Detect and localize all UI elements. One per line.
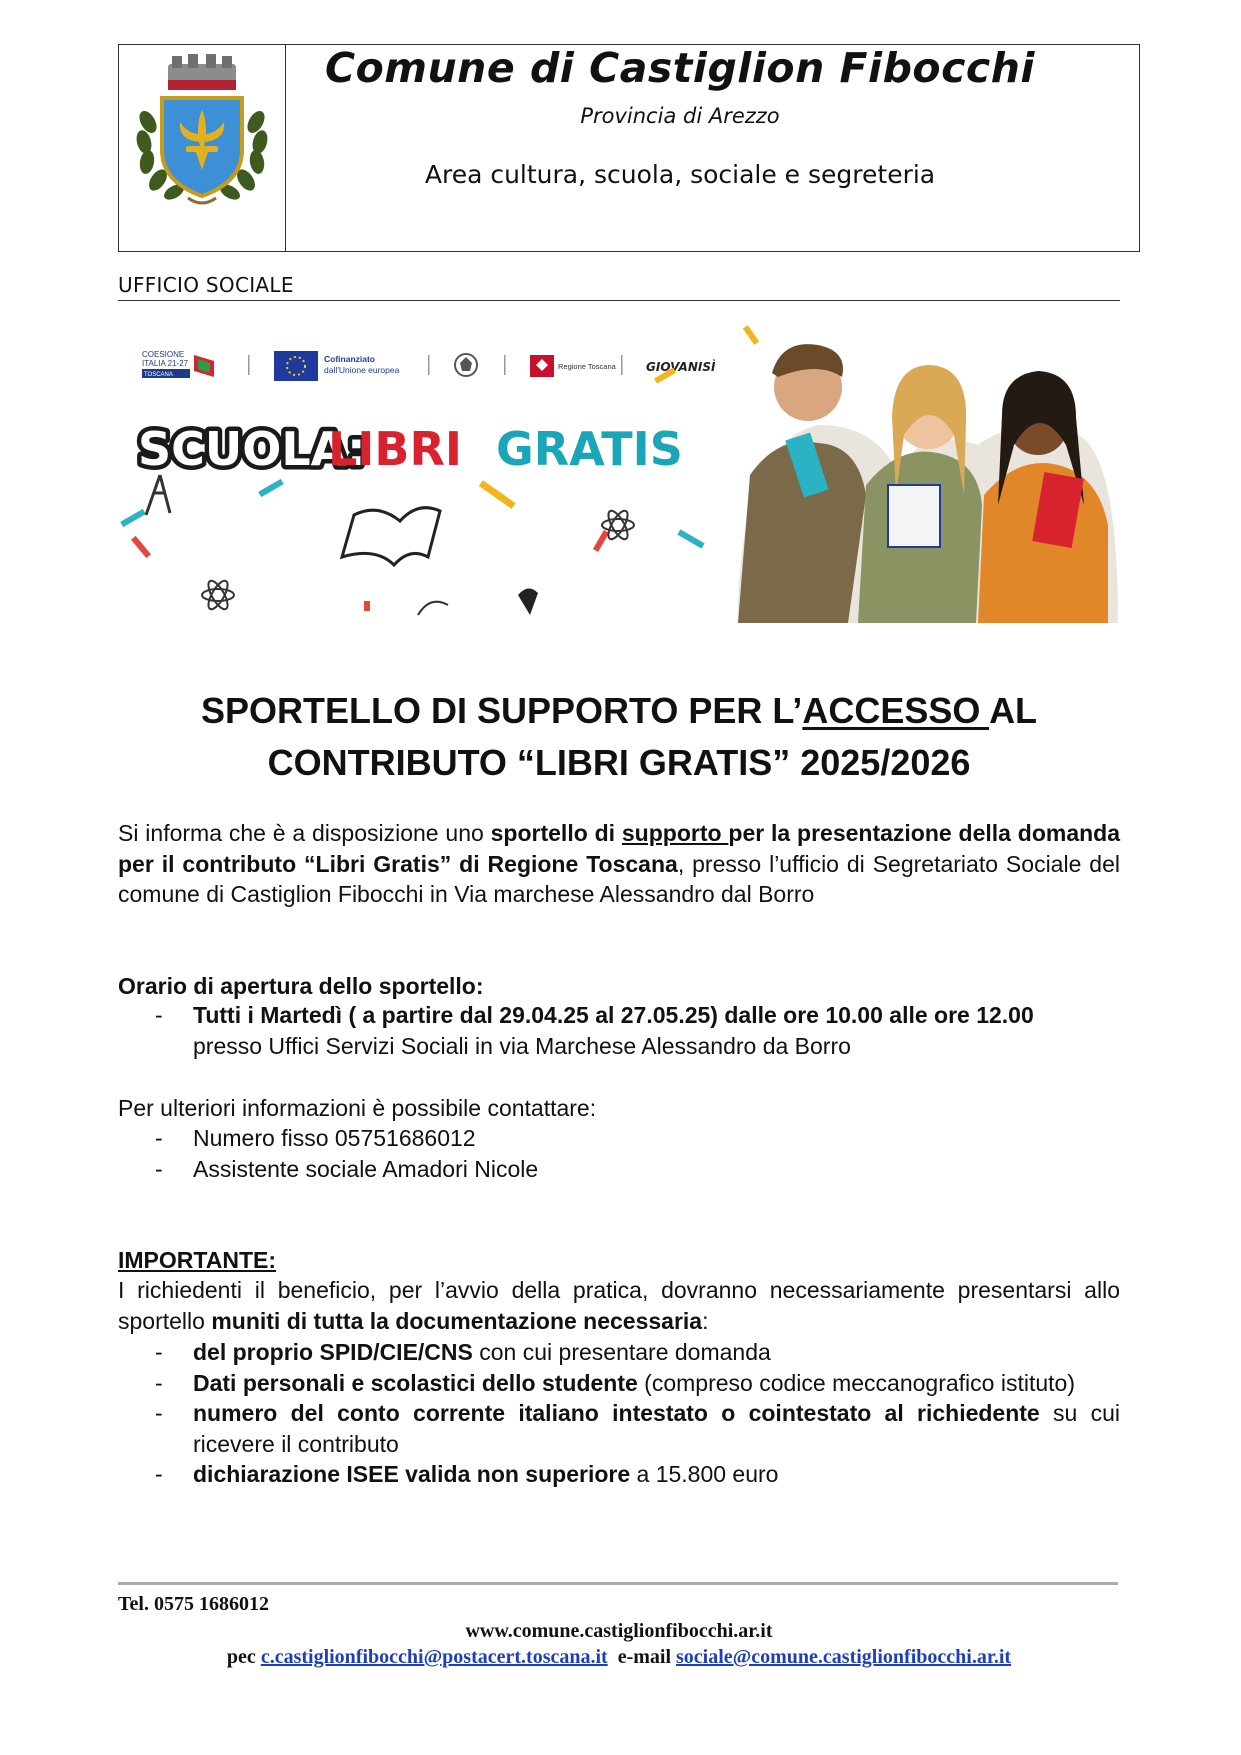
coesione-logo-line1: COESIONE [142, 350, 185, 359]
contact-info-heading: Per ulteriori informazioni è possibile contattare: [118, 1095, 597, 1121]
contact-social-worker: Assistente sociale Amadori Nicole [193, 1155, 539, 1182]
email-label: e-mail [607, 1646, 677, 1668]
intro-bold-1: sportello di [490, 820, 622, 846]
header-divider [285, 44, 286, 252]
intro-text-2: , presso l’ufficio di Segretariato Sociale del comune di Castiglion Fibocchi in Via marchese Alessandro dal Borro [118, 850, 1120, 907]
intro-paragraph [118, 818, 1120, 910]
municipal-crest-logo [128, 50, 276, 210]
footer-divider [118, 1582, 1118, 1585]
opening-hours-location: presso Uffici Servizi Sociali in via Marchese Alessandro da Borro [193, 1032, 851, 1059]
regione-logo-text: Regione Toscana [558, 362, 616, 371]
department-name: Area cultura, scuola, sociale e segreteria [424, 160, 936, 189]
important-paragraph [118, 1275, 1120, 1336]
doc-item-bold: dichiarazione ISEE valida non superiore [193, 1461, 631, 1487]
opening-hours-schedule: Tutti i Martedì ( a partire dal 29.04.25 al 27.05.25) dalle ore 10.00 alle ore 12.00 [193, 1002, 1034, 1028]
list-item [118, 1459, 1120, 1490]
opening-hours-heading [118, 971, 484, 1002]
office-label: UFFICIO SOCIALE [118, 273, 294, 297]
heading-text-a: SPORTELLO DI SUPPORTO PER L’ [200, 690, 803, 731]
doc-item-bold: Dati personali e scolastici dello studente [193, 1369, 638, 1396]
list-dash: - [155, 1461, 163, 1487]
pec-label: pec [226, 1646, 261, 1668]
notice-heading [118, 685, 1120, 789]
students-photo [738, 344, 1118, 623]
footer-phone: Tel. 0575 1686012 [118, 1593, 269, 1615]
office-divider [118, 300, 1120, 301]
list-item [118, 1123, 1120, 1154]
doc-item-bold: del proprio SPID/CIE/CNS [193, 1339, 473, 1365]
opening-hours-heading-text: Orario di apertura dello sportello: [118, 973, 484, 999]
coesione-logo-line3: TOSCANA [144, 372, 173, 378]
list-item [118, 1398, 1120, 1459]
important-heading [118, 1245, 276, 1276]
notice-heading-line1 [118, 685, 1120, 737]
municipality-title: Comune di Castiglion Fibocchi [325, 44, 1035, 92]
important-text-1: I richiedenti il beneficio, per l’avvio della pratica, dovranno necessariamente presentarsi allo sportello [118, 1277, 1120, 1334]
list-item [118, 1154, 1120, 1185]
notice-heading-line2: CONTRIBUTO “LIBRI GRATIS” 2025/2026 [267, 742, 971, 783]
headline-gratis: GRATIS [496, 422, 683, 476]
doc-item-text: con cui presentare domanda [472, 1339, 771, 1365]
libri-gratis-banner [118, 325, 1118, 623]
province-subtitle: Provincia di Arezzo [580, 104, 780, 128]
eu-logo-line2: dall'Unione europea [324, 365, 400, 375]
list-dash: - [155, 1125, 163, 1151]
contact-info-list [118, 1123, 1120, 1184]
footer-email-line [118, 1646, 1120, 1669]
list-item [118, 1368, 1120, 1399]
doc-item-bold: numero del conto corrente italiano intestato o cointestato al richiedente [193, 1400, 1040, 1426]
intro-text-1: Si informa che è a disposizione uno [118, 820, 491, 846]
intro-bold-2: per la presentazione della domanda per il contributo “Libri Gratis” di Regione Toscana [118, 820, 1121, 877]
email-link[interactable]: sociale@comune.castiglionfibocchi.ar.it [676, 1646, 1012, 1668]
headline-scuola: SCUOLA: [138, 422, 366, 476]
heading-text-c: AL [989, 690, 1038, 731]
important-bold: muniti di tutta la documentazione necessaria [211, 1307, 703, 1334]
list-dash: - [155, 1155, 163, 1182]
important-text-2: : [702, 1307, 709, 1334]
important-heading-text: IMPORTANTE: [118, 1247, 277, 1273]
contact-phone: Numero fisso 05751686012 [193, 1125, 476, 1151]
doc-item-text: su cui ricevere il contributo [193, 1400, 1120, 1457]
list-dash: - [155, 1400, 163, 1426]
list-dash: - [155, 1369, 163, 1396]
pec-link[interactable]: c.castiglionfibocchi@postacert.toscana.it [260, 1646, 608, 1668]
intro-bold-underlined: supporto [621, 820, 729, 846]
opening-hours-item [118, 1000, 1120, 1061]
eu-logo-line1: Cofinanziato [324, 354, 375, 364]
list-item [118, 1337, 1120, 1368]
required-documents-list [118, 1337, 1120, 1490]
coesione-logo-line2: ITALIA 21-27 [142, 359, 189, 368]
list-dash: - [155, 1002, 163, 1028]
heading-text-underlined: ACCESSO [802, 690, 990, 731]
headline-libri: LIBRI [328, 422, 463, 476]
footer-website[interactable]: www.comune.castiglionfibocchi.ar.it [465, 1620, 773, 1642]
giovanisi-logo: GIOVANISÌ [646, 360, 716, 374]
doc-item-text: a 15.800 euro [630, 1461, 779, 1487]
doc-item-text: (compreso codice meccanografico istituto) [637, 1369, 1075, 1396]
list-dash: - [155, 1339, 163, 1365]
